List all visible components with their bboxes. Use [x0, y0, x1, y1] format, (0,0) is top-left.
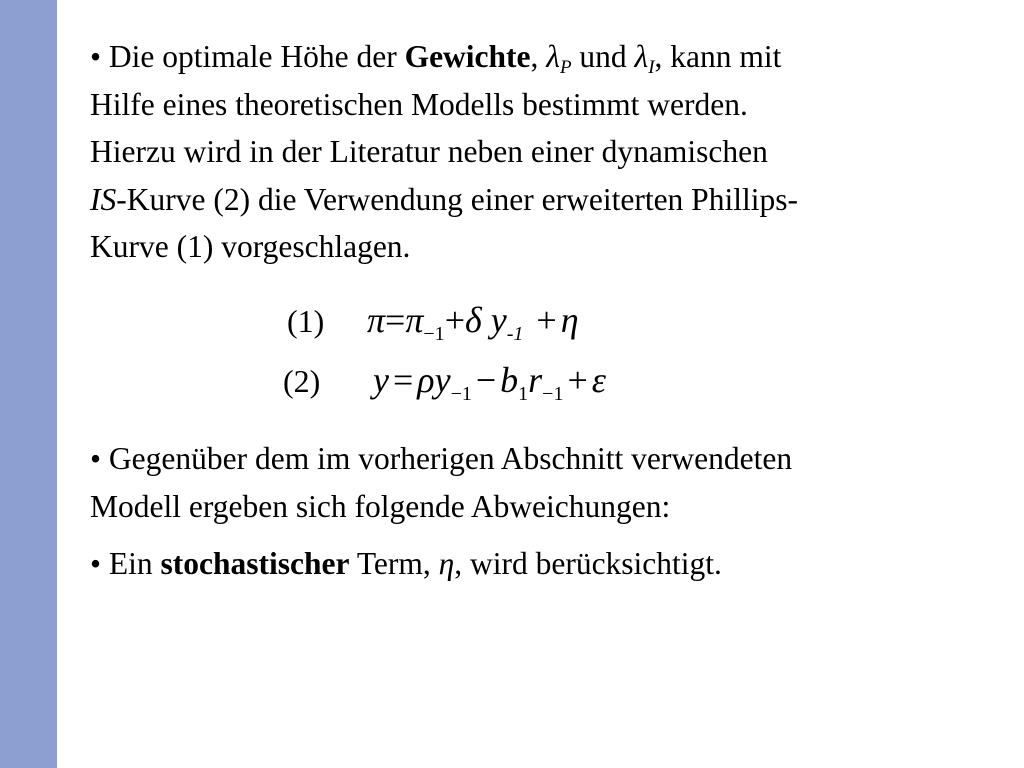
subscript: −1 [423, 323, 445, 345]
paragraph-stochastic [90, 540, 990, 588]
subscript-p: P [559, 57, 572, 78]
paragraph-line: Hilfe eines theoretischen Modells bestimmt werden. [90, 86, 748, 122]
plus-sign: + [536, 300, 557, 340]
subscript-i: I [648, 57, 655, 78]
equation-body [367, 300, 579, 345]
equation-2 [283, 360, 606, 405]
eta-symbol: η [560, 300, 579, 340]
text: und [571, 39, 635, 74]
pi-symbol: π [405, 300, 424, 340]
text: -Kurve (2) die Verwendung einer erweiterten Phillips- [116, 181, 798, 217]
bullet: • [90, 441, 102, 476]
eta-symbol: η [438, 546, 455, 581]
equation-1 [287, 300, 579, 345]
lambda-symbol: λ [634, 39, 649, 74]
paragraph-line [90, 435, 990, 483]
lambda-i-symbol [634, 39, 655, 78]
paragraph-weights [90, 33, 990, 271]
lambda-symbol: λ [546, 39, 560, 74]
y-variable: y [434, 360, 451, 400]
italic-is: IS [90, 181, 117, 217]
equation-number: (2) [283, 363, 321, 399]
epsilon-symbol: ε [591, 360, 606, 400]
text: Term, [349, 546, 439, 581]
subscript: −1 [450, 383, 472, 405]
paragraph-line [90, 176, 990, 224]
plus-sign: + [567, 360, 588, 400]
paragraph-line: Kurve (1) vorgeschlagen. [90, 229, 411, 264]
text: , [530, 39, 547, 74]
subscript: -1 [506, 323, 524, 345]
sidebar-accent-bar [0, 0, 57, 768]
b-variable: b [500, 360, 519, 400]
text: , kann mit [654, 39, 782, 74]
y-variable: y [490, 300, 507, 340]
paragraph-line: Hierzu wird in der Literatur neben einer dynamischen [90, 134, 768, 169]
rho-symbol: ρ [417, 360, 435, 400]
pi-symbol: π [367, 300, 386, 340]
paragraph-line [90, 540, 990, 588]
y-variable: y [373, 360, 389, 400]
paragraph-line: Modell ergeben sich folgende Abweichungen: [90, 488, 671, 524]
lambda-p-symbol [546, 39, 572, 78]
equals-sign: = [385, 300, 406, 340]
bullet: • [90, 39, 102, 74]
bold-term-gewichte: Gewichte [404, 39, 531, 74]
minus-sign: − [475, 360, 497, 400]
subscript: 1 [518, 383, 529, 405]
r-variable: r [528, 360, 543, 400]
text: Gegenüber dem im vorherigen Abschnitt verwendeten [108, 441, 793, 476]
bullet: • [90, 546, 102, 581]
equation-body [373, 360, 606, 405]
text: Ein [108, 546, 161, 581]
text: , wird berücksichtigt. [454, 546, 722, 581]
delta-symbol: δ [465, 300, 482, 340]
text: Die optimale Höhe der [108, 39, 405, 74]
paragraph-differences [90, 435, 990, 530]
subscript: −1 [542, 383, 564, 405]
paragraph-line [90, 33, 990, 81]
equals-sign: = [392, 360, 414, 400]
bold-term-stochastischer: stochastischer [160, 546, 350, 581]
plus-sign: + [444, 300, 465, 340]
equation-number: (1) [287, 303, 325, 339]
